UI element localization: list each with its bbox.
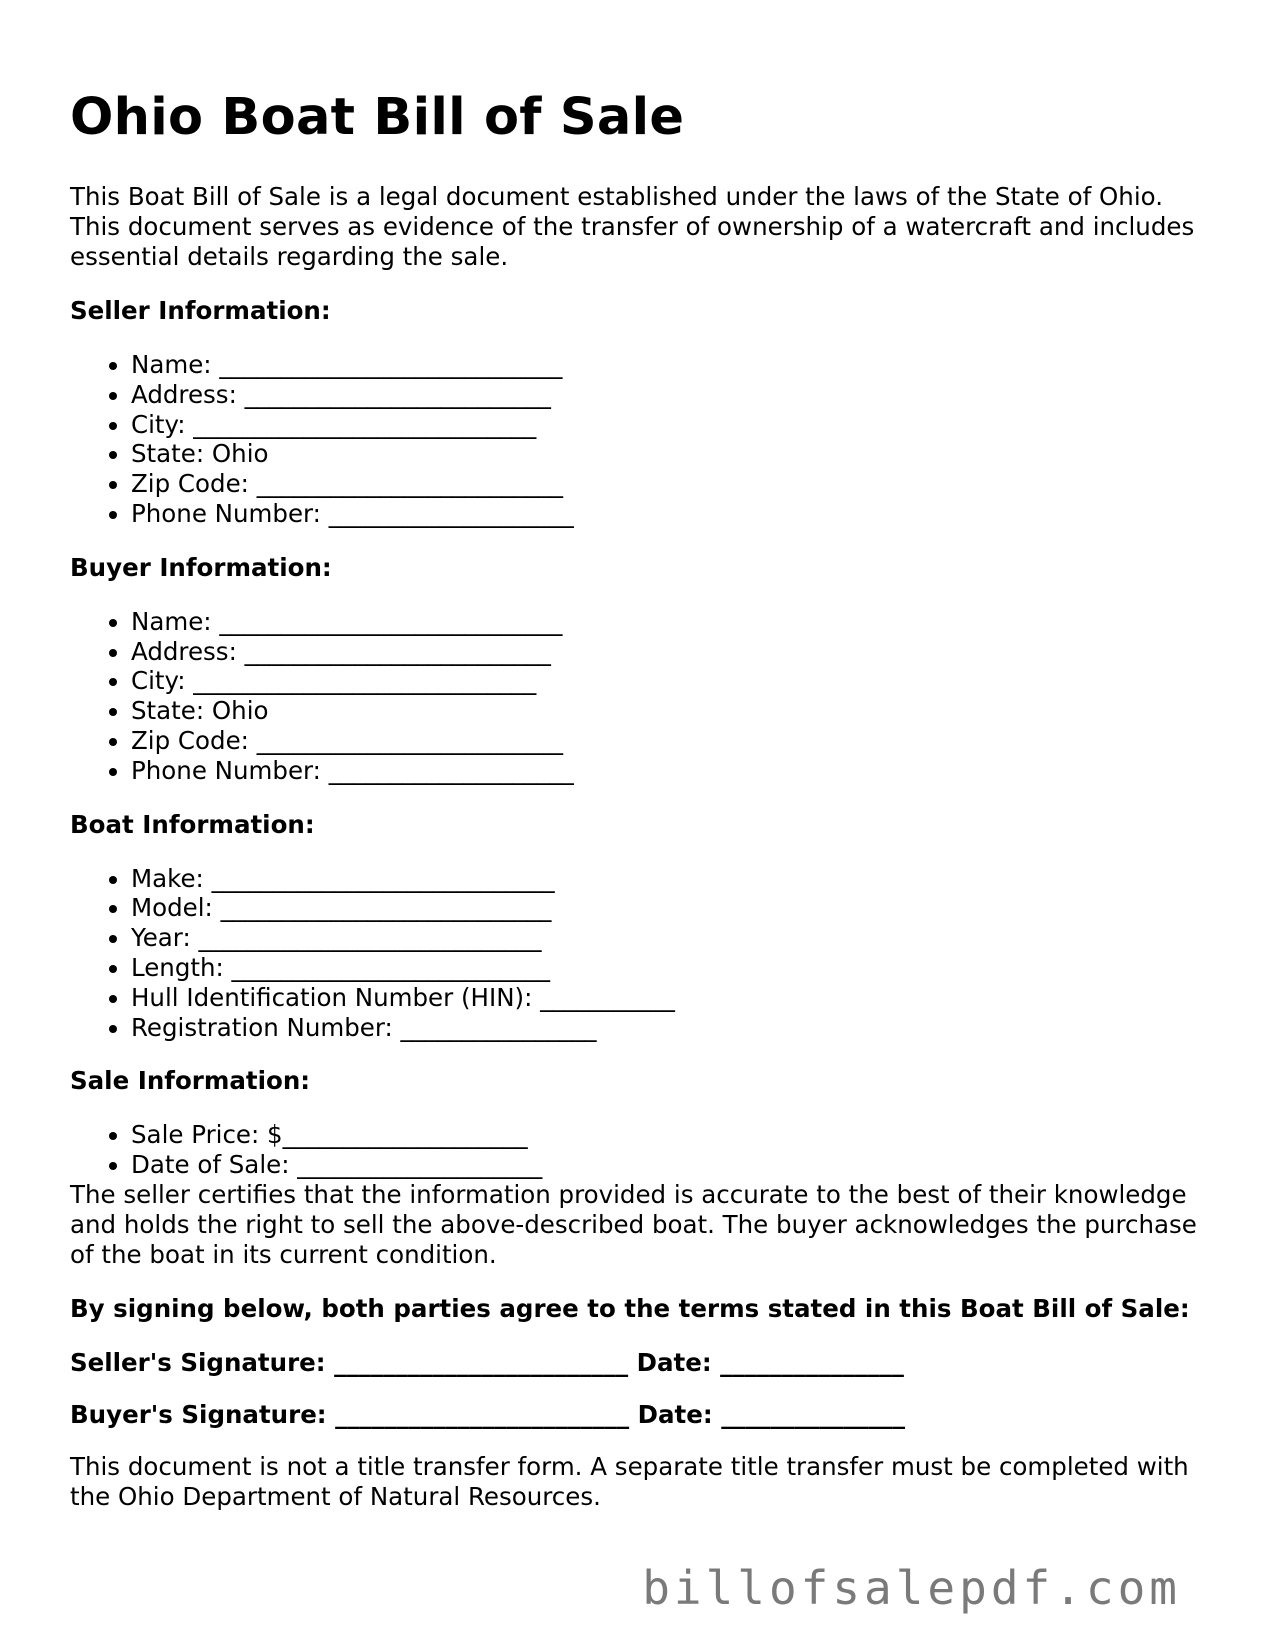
buyer-address-field[interactable]: • Address: _________________________	[131, 637, 1210, 667]
buyer-state-field: • State: Ohio	[131, 696, 1210, 726]
title-transfer-note: This document is not a title transfer form. A separate title transfer must be completed with the Ohio Department of Natural Resources.	[70, 1451, 1189, 1511]
sale-list	[70, 1120, 1210, 1180]
boat-model-field[interactable]: • Model: ___________________________	[131, 893, 1210, 923]
boat-year-field[interactable]: • Year: ____________________________	[131, 923, 1210, 953]
boat-heading: Boat Information:	[70, 809, 315, 839]
buyer-list	[70, 607, 1210, 786]
boat-registration-field[interactable]: • Registration Number: ________________	[131, 1013, 1210, 1043]
seller-name-field[interactable]: • Name: ____________________________	[131, 350, 1210, 380]
sale-price-field[interactable]: • Sale Price: $____________________	[131, 1120, 1210, 1150]
page-title: Ohio Boat Bill of Sale	[70, 88, 685, 147]
seller-city-field[interactable]: • City: ____________________________	[131, 410, 1210, 440]
buyer-heading: Buyer Information:	[70, 552, 332, 582]
certification-paragraph: The seller certifies that the information provided is accurate to the best of their knowledge and holds the right to sell the above-described boat. The buyer acknowledges the purchase of the boat in its current condition.	[70, 1179, 1197, 1269]
boat-length-field[interactable]: • Length: __________________________	[131, 953, 1210, 983]
seller-signature-line[interactable]: Seller's Signature: ________________________ Date: _______________	[70, 1347, 904, 1377]
buyer-signature-line[interactable]: Buyer's Signature: ________________________ Date: _______________	[70, 1399, 905, 1429]
sale-heading: Sale Information:	[70, 1066, 311, 1096]
boat-hin-field[interactable]: • Hull Identification Number (HIN): ___________	[131, 983, 1210, 1013]
watermark: billofsalepdf.com	[642, 1561, 1181, 1615]
seller-zip-field[interactable]: • Zip Code: _________________________	[131, 469, 1210, 499]
seller-list	[70, 350, 1210, 529]
boat-make-field[interactable]: • Make: ____________________________	[131, 864, 1210, 894]
seller-state-field: • State: Ohio	[131, 439, 1210, 469]
document-page	[70, 0, 1210, 1512]
intro-paragraph: This Boat Bill of Sale is a legal document established under the laws of the State of Ohio. This document serves as evidence of the transfer of ownership of a watercraft and includes essential details regarding the sale.	[70, 182, 1195, 271]
seller-heading: Seller Information:	[70, 296, 331, 325]
buyer-zip-field[interactable]: • Zip Code: _________________________	[131, 726, 1210, 756]
buyer-city-field[interactable]: • City: ____________________________	[131, 666, 1210, 696]
buyer-phone-field[interactable]: • Phone Number: ____________________	[131, 756, 1210, 786]
seller-phone-field[interactable]: • Phone Number: ____________________	[131, 499, 1210, 529]
agreement-statement: By signing below, both parties agree to the terms stated in this Boat Bill of Sale:	[70, 1293, 1190, 1323]
boat-list	[70, 864, 1210, 1043]
buyer-name-field[interactable]: • Name: ____________________________	[131, 607, 1210, 637]
sale-date-field[interactable]: • Date of Sale: ____________________	[131, 1150, 1210, 1180]
seller-address-field[interactable]: • Address: _________________________	[131, 380, 1210, 410]
